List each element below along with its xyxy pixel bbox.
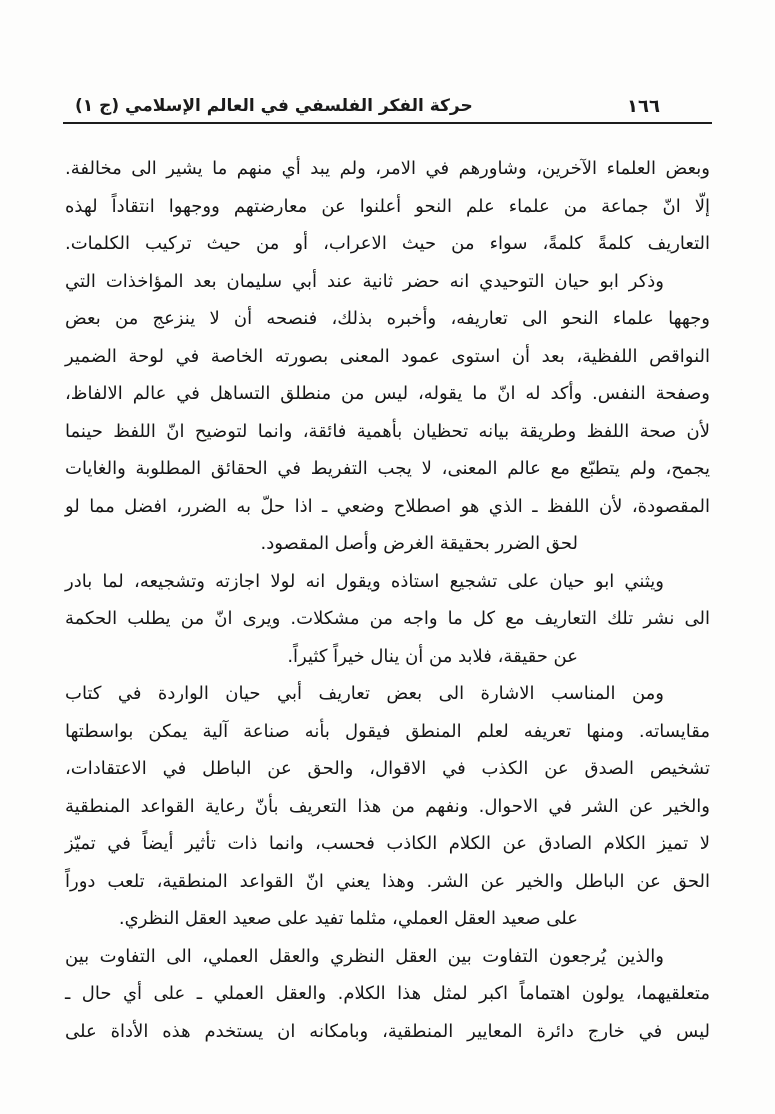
text-line: الحق عن الباطل والخير عن الشر. وهذا يعني انّ القواعد المنطقية، تلعب دوراً — [65, 870, 710, 892]
text-line: لأن صحة اللفظ وطريقة بيانه تحظيان بأهمية فائقة، وانما لتوضيح انّ اللفظ حينما — [65, 420, 710, 442]
text-line: تشخيص الصدق عن الكذب في الاقوال، والحق عن الباطل في الاعتقادات، — [65, 758, 710, 779]
text-line: ويثني ابو حيان على تشجيع استاذه ويقول انه لولا اجازته وتشجيعه، لما بادر — [65, 570, 664, 592]
paragraph — [65, 675, 710, 938]
text-line: وذكر ابو حيان التوحيدي انه حضر ثانية عند أبي سليمان بعد المؤاخذات التي — [65, 270, 664, 292]
page-body — [65, 150, 710, 1050]
running-title: حركة الفكر الفلسفي في العالم الإسلامي (ج ١) — [75, 96, 473, 116]
text-line: النواقص اللفظية، بعد أن استوى عمود المعنى بصورته الخاصة في لوحة الضمير — [65, 345, 710, 367]
text-line: متعلقيهما، يولون اهتماماً اكبر لمثل هذا الكلام. والعقل العملي ـ على أي حال ـ — [65, 983, 710, 1004]
paragraph — [65, 563, 710, 676]
text-line: عن حقيقة، فلابد من أن ينال خيراً كثيراً. — [287, 645, 578, 667]
header-divider — [63, 122, 712, 124]
text-line: لا تميز الكلام الصادق عن الكلام الكاذب فحسب، وانما ذات تأثير أيضاً في تميّز — [65, 833, 710, 854]
text-line: الى نشر تلك التعاريف مع كل ما واجه من مشكلات. ويرى انّ من يطلب الحكمة — [65, 608, 710, 629]
text-line: المقصودة، لأن اللفظ ـ الذي هو اصطلاح وضعي ـ اذا حلّ به الضرر، افضل مما لو — [65, 495, 710, 517]
text-line: مقايساته. ومنها تعريفه لعلم المنطق فيقول بأنه صناعة آلية يمكن بواسطتها — [65, 720, 710, 742]
text-line: وبعض العلماء الآخرين، وشاورهم في الامر، ولم يبد أي منهم ما يشير الى مخالفة. — [65, 158, 710, 179]
text-line: ليس في خارج دائرة المعايير المنطقية، وبامكانه ان يستخدم هذه الأداة على — [65, 1020, 710, 1042]
text-line: التعاريف كلمةً كلمةً، سواء من حيث الاعراب، أو من حيث تركيب الكلمات. — [65, 233, 710, 254]
paragraph — [65, 150, 710, 263]
text-line: على صعيد العقل العملي، مثلما تفيد على صعيد العقل النظري. — [118, 908, 578, 929]
text-line: لحق الضرر بحقيقة الغرض وأصل المقصود. — [260, 533, 578, 554]
text-line: وجهها علماء النحو الى تعاريفه، وأخبره بذلك، فنصحه أن لا ينزعج من بعض — [65, 308, 710, 329]
page-number: ١٦٦ — [627, 95, 660, 117]
text-line: والخير عن الشر في الاحوال. ونفهم من هذا التعريف بأنّ رعاية القواعد المنطقية — [65, 795, 710, 817]
text-line: يجمح، ولم يتطبّع مع عالم المعنى، لا يجب التفريط في الحقائق المطلوبة والغايات — [65, 458, 710, 479]
paragraph — [65, 938, 710, 1051]
page-header — [63, 90, 712, 122]
text-line: إلّا انّ جماعة من علماء علم النحو أعلنوا عن معارضتهم ووجهوا انتقاداً لهذه — [65, 195, 710, 217]
text-line: والذين يُرجعون التفاوت بين العقل النظري والعقل العملي، الى التفاوت بين — [65, 945, 664, 967]
paragraph — [65, 263, 710, 563]
text-line: ومن المناسب الاشارة الى بعض تعاريف أبي حيان الواردة في كتاب — [65, 683, 664, 704]
text-line: وصفحة النفس. وأكد له انّ ما يقوله، ليس من منطلق التساهل في عالم الالفاظ، — [65, 383, 710, 404]
